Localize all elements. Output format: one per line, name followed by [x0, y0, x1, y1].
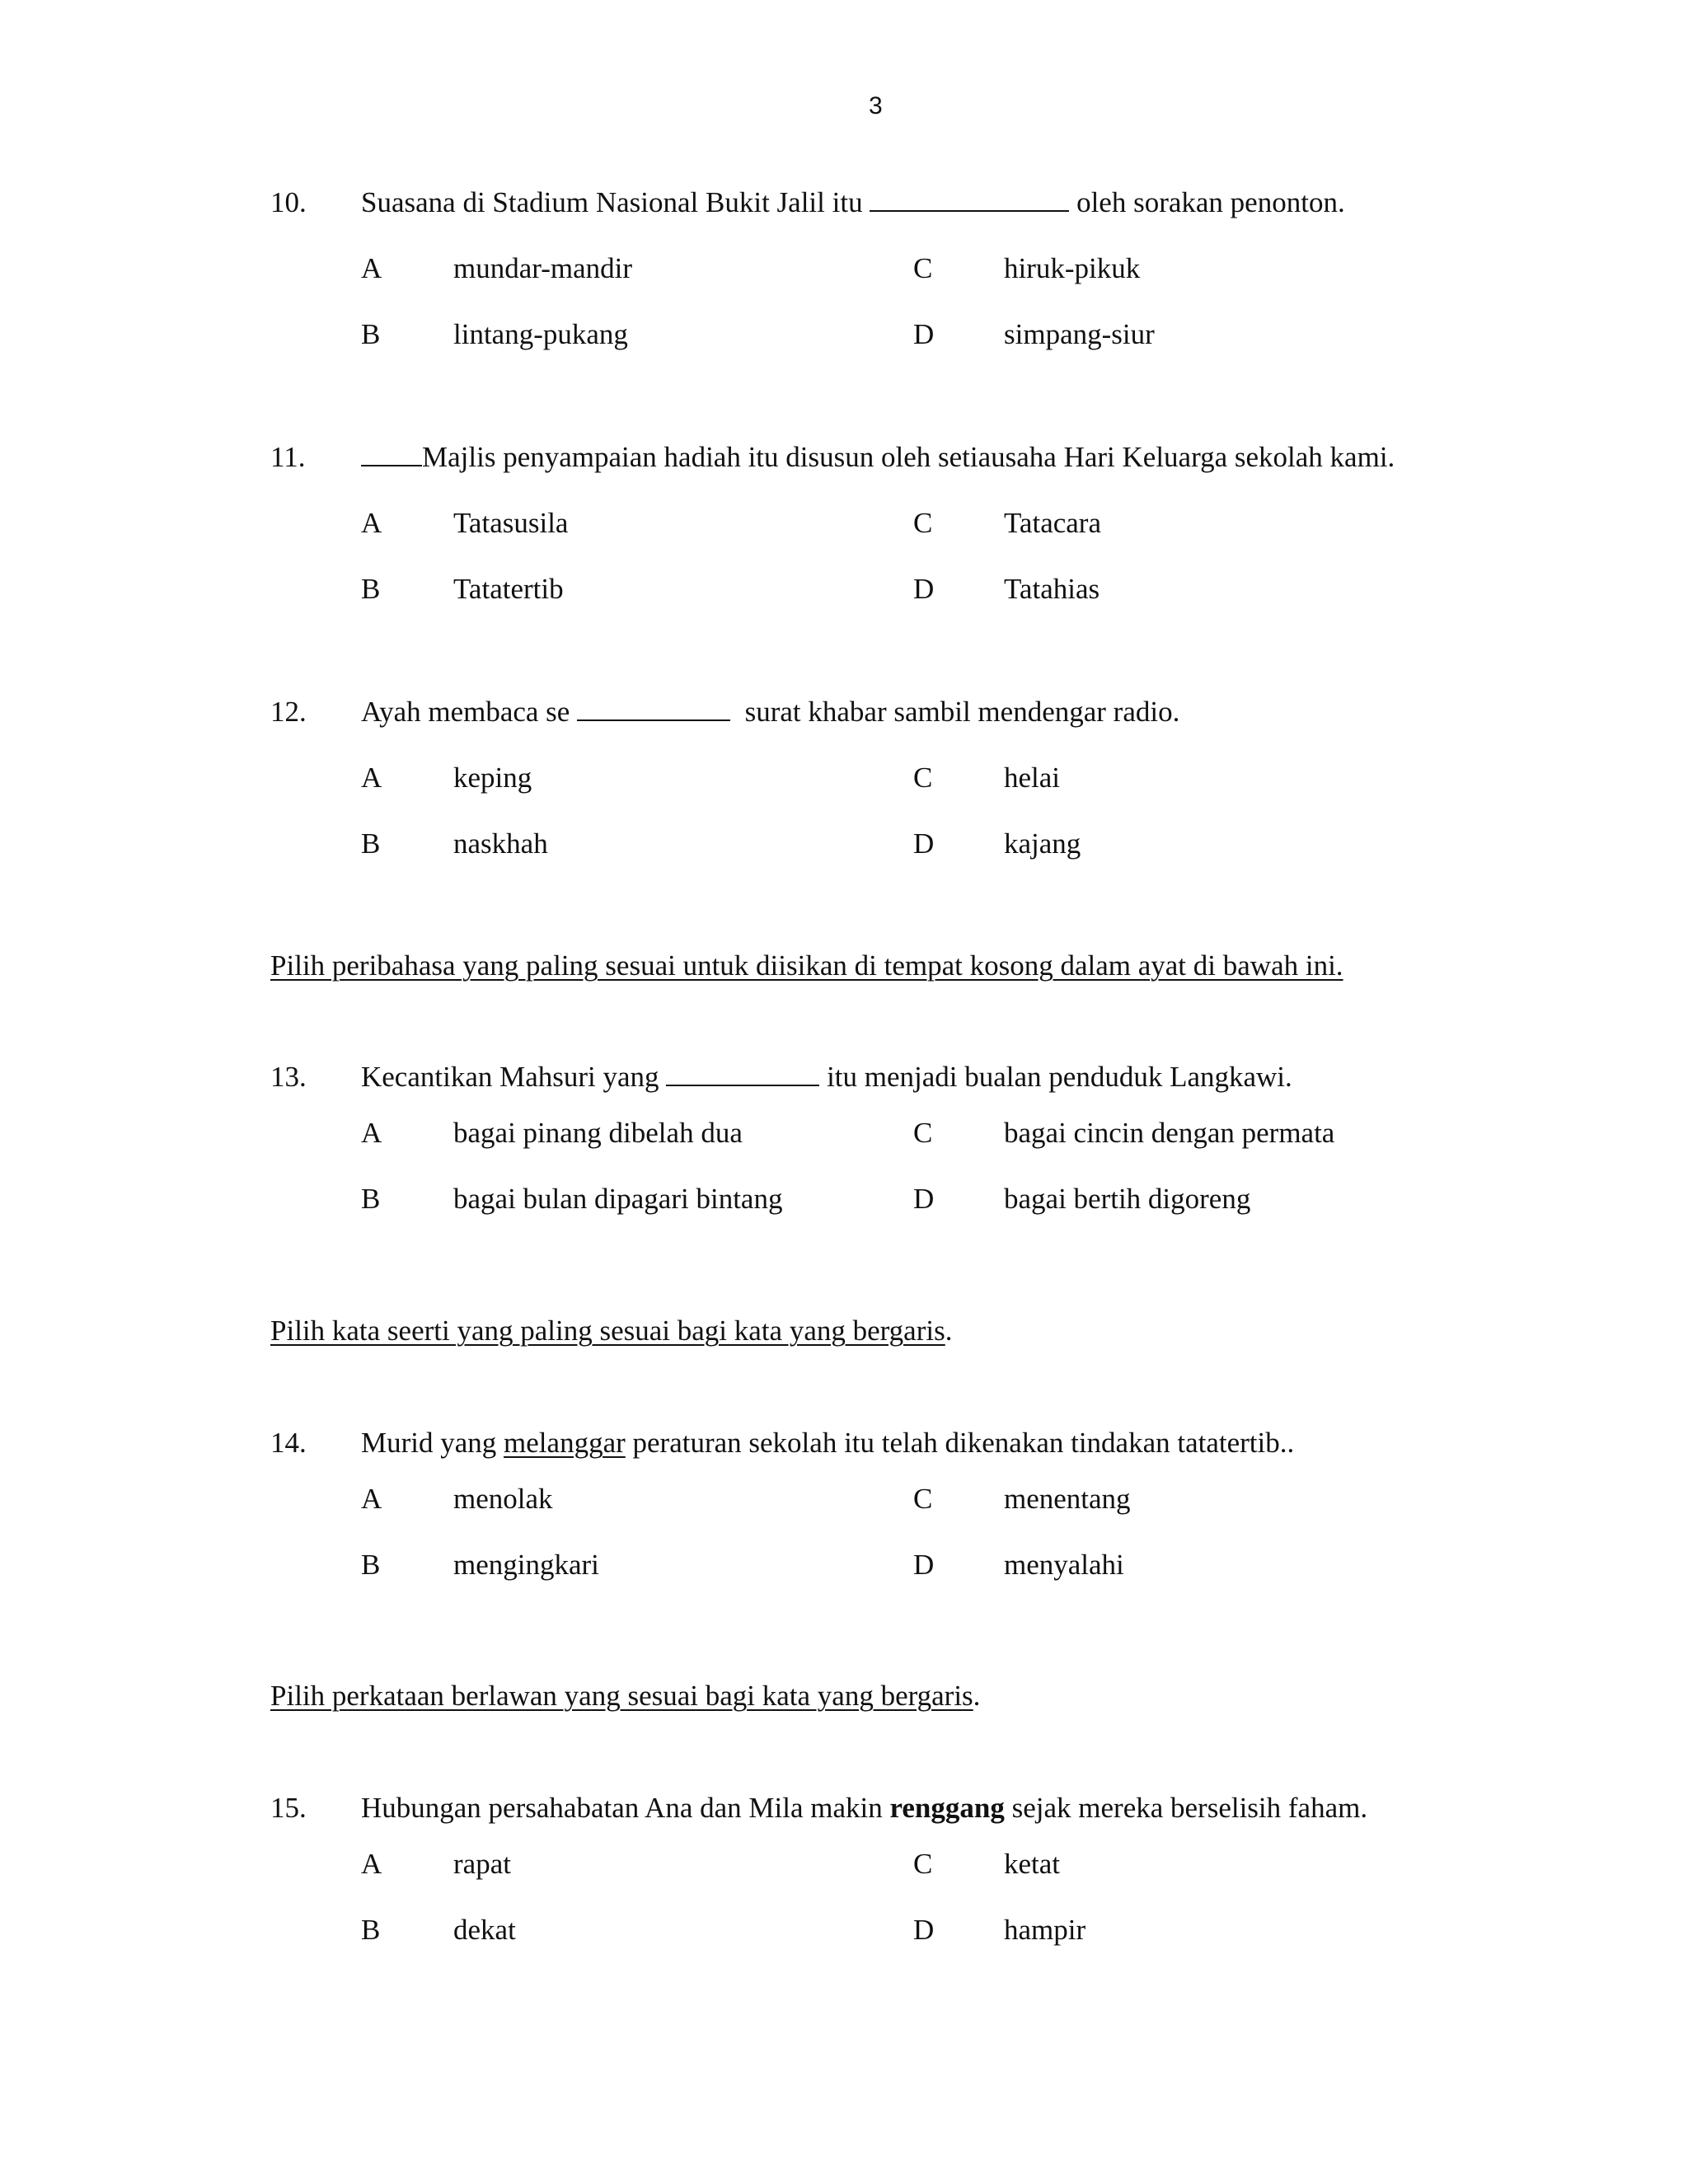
option-letter: C — [913, 1483, 933, 1515]
option-letter: A — [361, 507, 382, 539]
option-letter: D — [913, 1549, 935, 1581]
option-letter: C — [913, 1117, 933, 1149]
option-text: menolak — [453, 1483, 553, 1515]
question-15-stem-after: sejak mereka berselisih faham. — [1011, 1792, 1368, 1824]
question-14-underlined-word: melanggar — [504, 1427, 626, 1459]
option-letter: B — [361, 1183, 381, 1215]
option-text: menyalahi — [1004, 1549, 1124, 1581]
option-text: menentang — [1004, 1483, 1131, 1515]
question-15-bold-word: renggang — [889, 1792, 1005, 1824]
option-text: bagai cincin dengan permata — [1004, 1117, 1335, 1149]
option-letter: B — [361, 573, 381, 605]
question-11-stem-after: Majlis penyampaian hadiah itu disusun oleh setiausaha Hari Keluarga sekolah kami. — [422, 441, 1395, 473]
option-text: bagai pinang dibelah dua — [453, 1117, 743, 1149]
option-letter: C — [913, 762, 933, 794]
question-13-number: 13. — [270, 1061, 307, 1093]
question-13-stem-before: Kecantikan Mahsuri yang — [361, 1061, 659, 1093]
option-text: simpang-siur — [1004, 318, 1155, 350]
option-text: rapat — [453, 1848, 511, 1880]
question-10-blank — [870, 209, 1069, 212]
question-15-number: 15. — [270, 1792, 307, 1824]
option-letter: B — [361, 1549, 381, 1581]
question-14-number: 14. — [270, 1427, 307, 1459]
option-text: Tatatertib — [453, 573, 564, 605]
question-12-blank — [577, 719, 730, 721]
option-letter: A — [361, 1117, 382, 1149]
option-letter: C — [913, 1848, 933, 1880]
instruction-period: . — [973, 1680, 981, 1712]
question-10-number: 10. — [270, 186, 307, 218]
question-13-stem — [361, 1062, 1292, 1091]
option-letter: D — [913, 573, 935, 605]
question-14-stem-before: Murid yang — [361, 1427, 497, 1459]
page-number: 3 — [869, 92, 883, 120]
option-letter: B — [361, 1914, 381, 1946]
option-letter: D — [913, 318, 935, 350]
option-letter: B — [361, 827, 381, 860]
option-letter: A — [361, 252, 382, 284]
question-12-stem-after: surat khabar sambil mendengar radio. — [744, 696, 1180, 728]
option-letter: D — [913, 827, 935, 860]
option-text: helai — [1004, 762, 1061, 794]
question-10-stem-before: Suasana di Stadium Nasional Bukit Jalil itu — [361, 186, 863, 218]
option-text: Tatasusila — [453, 507, 569, 539]
instruction-period: . — [945, 1315, 953, 1347]
question-15-stem-before: Hubungan persahabatan Ana dan Mila makin — [361, 1792, 883, 1824]
option-text: Tatahias — [1004, 573, 1100, 605]
question-12-number: 12. — [270, 696, 307, 728]
option-letter: C — [913, 252, 933, 284]
option-text: lintang-pukang — [453, 318, 628, 350]
option-letter: C — [913, 507, 933, 539]
question-10-stem — [361, 188, 1345, 217]
question-10-stem-after: oleh sorakan penonton. — [1076, 186, 1345, 218]
option-text: bagai bulan dipagari bintang — [453, 1183, 783, 1215]
option-text: mundar-mandir — [453, 252, 633, 284]
option-text: bagai bertih digoreng — [1004, 1183, 1251, 1215]
option-text: naskhah — [453, 827, 548, 860]
question-14-stem-after: peraturan sekolah itu telah dikenakan tindakan tatatertib.. — [632, 1427, 1295, 1459]
question-13-blank — [666, 1084, 819, 1086]
question-13-stem-after: itu menjadi bualan penduduk Langkawi. — [827, 1061, 1292, 1093]
instruction-seerti — [270, 1316, 952, 1345]
question-11-stem — [361, 443, 1395, 471]
question-12-stem — [361, 697, 1179, 726]
option-letter: A — [361, 1483, 382, 1515]
instruction-seerti-text: Pilih kata seerti yang paling sesuai bagi kata yang bergaris — [270, 1315, 945, 1347]
option-text: ketat — [1004, 1848, 1061, 1880]
option-text: mengingkari — [453, 1549, 599, 1581]
option-letter: D — [913, 1914, 935, 1946]
instruction-berlawan — [270, 1681, 980, 1710]
question-11-number: 11. — [270, 441, 306, 473]
option-text: hampir — [1004, 1914, 1086, 1946]
option-letter: A — [361, 1848, 382, 1880]
question-11-blank — [361, 464, 422, 466]
question-12-stem-before: Ayah membaca se — [361, 696, 570, 728]
question-14-stem — [361, 1428, 1294, 1457]
option-letter: B — [361, 318, 381, 350]
option-text: Tatacara — [1004, 507, 1101, 539]
question-15-stem — [361, 1793, 1367, 1822]
instruction-berlawan-text: Pilih perkataan berlawan yang sesuai bagi kata yang bergaris — [270, 1680, 973, 1712]
option-text: dekat — [453, 1914, 516, 1946]
option-text: kajang — [1004, 827, 1081, 860]
instruction-peribahasa: Pilih peribahasa yang paling sesuai untuk diisikan di tempat kosong dalam ayat di bawah ini. — [270, 949, 1343, 982]
option-letter: A — [361, 762, 382, 794]
option-text: keping — [453, 762, 532, 794]
option-letter: D — [913, 1183, 935, 1215]
option-text: hiruk-pikuk — [1004, 252, 1141, 284]
